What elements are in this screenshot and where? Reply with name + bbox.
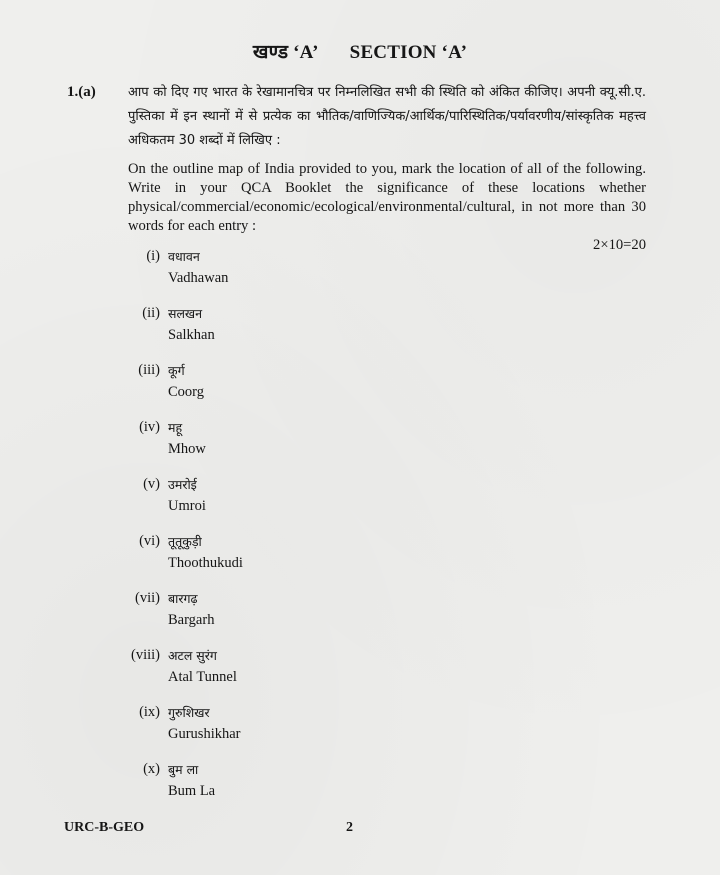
list-item-hindi: बुम ला [168, 762, 199, 777]
list-item-number: (v) [143, 476, 160, 492]
list-item [0, 242, 720, 292]
list-item-english: Coorg [168, 384, 204, 400]
list-item-english: Bargarh [168, 612, 215, 628]
list-item-hindi: उमरोई [168, 477, 197, 492]
list-item-english: Umroi [168, 498, 206, 514]
list-item-number: (x) [143, 761, 160, 777]
list-item [0, 413, 720, 463]
question-text-english [128, 160, 646, 255]
list-item-number: (vi) [139, 533, 160, 549]
list-item-hindi: तूतूकुड़ी [168, 534, 202, 549]
page-number: 2 [346, 820, 353, 835]
question-text-english-body: On the outline map of India provided to you, mark the location of all of the following. Write in your QCA Booklet the significance of these locations whether physical/commercial/economic/ecological/environmental/cultural, in not more than 30 words for each entry : [128, 161, 646, 234]
list-item-number: (viii) [131, 647, 160, 663]
list-item-number: (iii) [138, 362, 160, 378]
section-heading [0, 38, 720, 64]
marks-allocation: 2×10=20 [593, 237, 646, 253]
list-item [0, 755, 720, 805]
list-item-number: (iv) [139, 419, 160, 435]
list-item-english: Salkhan [168, 327, 215, 343]
list-item-hindi: बारगढ़ [168, 591, 198, 606]
list-item-english: Gurushikhar [168, 726, 241, 742]
list-item-number: (ix) [139, 704, 160, 720]
list-item-hindi: वधावन [168, 249, 200, 264]
paper-code: URC-B-GEO [64, 820, 145, 835]
list-item-english: Bum La [168, 783, 216, 799]
section-heading-hindi: खण्ड ‘A’ [252, 42, 319, 63]
list-item-hindi: महू [168, 420, 183, 435]
list-item-hindi: अटल सुरंग [168, 648, 217, 663]
section-heading-english: SECTION ‘A’ [349, 42, 468, 63]
list-item [0, 698, 720, 748]
list-item-number: (vii) [135, 590, 160, 606]
question-number: 1.(a) [67, 84, 96, 100]
list-item [0, 356, 720, 406]
list-item-english: Vadhawan [168, 270, 229, 286]
list-item [0, 641, 720, 691]
list-item-hindi: सलखन [168, 306, 203, 321]
list-item [0, 584, 720, 634]
list-item-english: Atal Tunnel [168, 669, 237, 685]
list-item [0, 527, 720, 577]
list-item [0, 299, 720, 349]
question-text-hindi: आप को दिए गए भारत के रेखामानचित्र पर निम्नलिखित सभी की स्थिति को अंकित कीजिए। अपनी क्यू.सी.ए. पुस्तिका में इन स्थानों में से प्रत्येक का भौतिक/वाणिज्यिक/आर्थिक/पारिस्थितिक/पर्यावरणीय/सांस्कृतिक महत्त्व अधिकतम 30 शब्दों में लिखिए : [128, 85, 646, 148]
list-item-english: Mhow [168, 441, 206, 457]
list-item-hindi: कूर्ग [168, 363, 185, 378]
list-item-english: Thoothukudi [168, 555, 243, 571]
list-item-hindi: गुरुशिखर [168, 705, 210, 720]
list-item [0, 470, 720, 520]
list-item-number: (i) [146, 248, 160, 264]
list-item-number: (ii) [142, 305, 160, 321]
